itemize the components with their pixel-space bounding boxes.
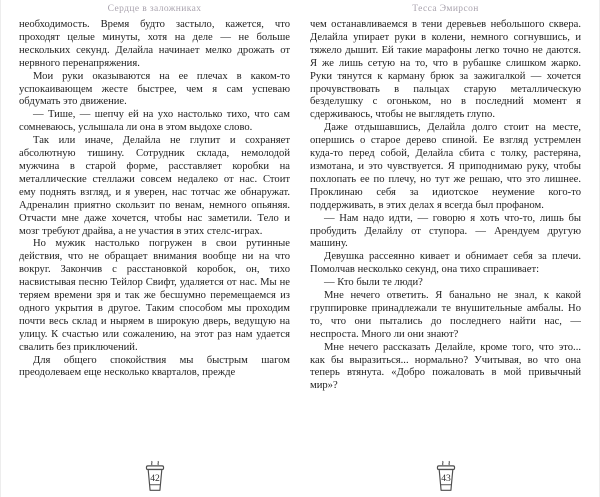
paragraph: Мне нечего рассказать Делайле, кроме того, что это... как бы выразиться... нормально? Учитывая, во что она теперь втянута. «Добро пожаловать в мой привычный мир»? <box>310 341 581 392</box>
paragraph: — Тише, — шепчу ей на ухо настолько тихо, что сам сомневаюсь, услышала ли она в этом выдохе слово. <box>19 109 290 134</box>
page-right-footer <box>310 458 581 493</box>
running-head-author: Тесса Эмирсон <box>412 4 479 14</box>
page-number: 42 <box>149 472 160 484</box>
paragraph: Даже отдышавшись, Делайла долго стоит на месте, опершись о старое дерево спиной. Ее взгляд устремлен куда-то перед собой, Делайла сбита с толку, растеряна, измотана, и это чувствуется. Я приподнимаю руку, чтобы похлопать ее по плечу, но тут же решаю, что это лишнее. Проклинаю себя за идиотское неумение кого-то поддерживать, в этих делах я всегда был профаном. <box>310 122 581 211</box>
page-left[interactable] <box>1 0 300 497</box>
page-number: 43 <box>440 472 451 484</box>
page-left-footer <box>19 458 290 493</box>
paragraph: — Кто были те люди? <box>324 277 423 289</box>
paragraph: необходимость. Время будто застыло, кажется, что проходят целые минуты, хотя на деле — не больше нескольких секунд. Делайла начинает мелко дрожать от нервного перенапряжения. <box>19 19 290 69</box>
paragraph: Мои руки оказываются на ее плечах в каком-то успокаивающем жесте быстрее, чем я сам успеваю обдумать это движение. <box>19 70 290 108</box>
paragraph: — Нам надо идти, — говорю я хоть что-то, лишь бы пробудить Делайлу от ступора. — Арендуем другую машину. <box>310 212 581 250</box>
page-right[interactable] <box>300 0 599 497</box>
coffee-cup-icon <box>432 460 460 492</box>
paragraph: Для общего спокойствия мы быстрым шагом преодолеваем еще несколько кварталов, прежде <box>19 354 290 379</box>
coffee-cup-icon <box>141 460 169 492</box>
page-left-text <box>19 19 290 458</box>
paragraph: Но мужик настолько погружен в свои рутинные действия, что не обращает внимания вообще ни на что вокруг. Закончив с расстановкой коробок, он, тихо насвистывая песню Тейлор Свифт, удаляется от нас. Мы не теряем времени зря и так же бесшумно перемещаемся из одного укрытия в другое. Таким способом мы проходим почти весь склад и ныряем в широкую дверь, ведущую на улицу. К счастью или сожалению, на этот раз нам удается свалить без приключений. <box>19 238 290 353</box>
running-head-book-title: Сердце в заложниках <box>107 4 202 14</box>
paragraph: Мне нечего ответить. Я банально не знал, к какой группировке принадлежали те внушительные амбалы. Но то, что они пытались до последнего найти нас, — неспроста. Много ли они знают? <box>310 290 581 340</box>
page-right-text <box>310 19 581 458</box>
paragraph: Девушка рассеянно кивает и обнимает себя за плечи. Помолчав несколько секунд, она тихо спрашивает: <box>310 251 581 276</box>
paragraph: чем останавливаемся в тени деревьев небольшого сквера. Делайла упирает руки в колени, немного согнувшись, и тяжело дышит. Ей такие марафоны легко точно не даются. Я же лишь сетую на то, что в рубашке слишком жарко. Руки тянутся к карману брюк за зажигалкой — хочется прочувствовать в пальцах старую металлическую безделушку с огоньком, но в последний момент я сдерживаюсь, чтобы не выглядеть глупо. <box>310 19 581 121</box>
paragraph: Так или иначе, Делайла не глупит и сохраняет абсолютную тишину. Сотрудник склада, немолодой мужчина в старой форме, расставляет коробки на металлические стеллажи совсем недалеко от нас. Стоит ему поднять взгляд, и я уверен, нас тотчас же обнаружат. Адреналин приятно скользит по венам, немного опьяняя. Отчасти мне даже хочется, чтобы нас заметили. Тело и мозг требуют драйва, а не участия в этих стелс-играх. <box>19 135 290 237</box>
